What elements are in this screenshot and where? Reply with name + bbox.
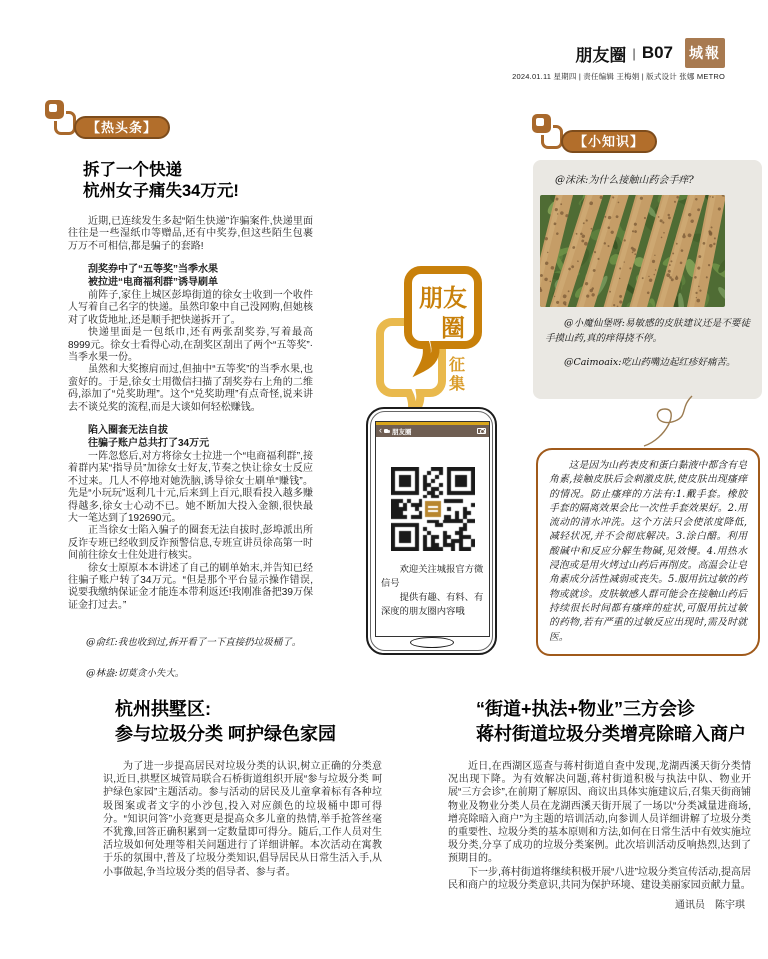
paragraph: 下一步,蒋村街道将继续积极开展“八进”垃圾分类宣传活动,提高居民和商户的垃圾分类意识,共同为保护环境、建设美丽家园贡献力量。 [448,866,751,891]
subhead-line: 往骗子账户总共打了34万元 [88,437,210,449]
title-separator: | [632,45,636,61]
masthead-row [512,38,725,68]
title-line-1: 杭州拱墅区: [115,699,211,719]
paragraph: 正当徐女士陷入骗子的圈套无法自拔时,彭埠派出所反诈专班已经收到反诈预警信息,专班宣讲员徐高第一时间前往徐女士住处进行核实。 [68,525,313,562]
paragraph: 近期,已连续发生多起“陌生快递”诈骗案件,快递里面往往是一些湿纸巾等赠品,还有中奖券,但这些陌生包裹万万不可相信,都是骗子的套路! [68,216,313,252]
article-body [448,760,751,892]
headline-line-1: 拆了一个快递 [83,161,182,179]
squiggle-decoration [628,394,703,450]
article-body [103,760,382,879]
subhead-line: 被拉进“电商福利群”诱导刷单 [88,276,218,288]
knowledge-comments [545,317,750,371]
paragraph: 虽然和大奖擦肩而过,但抽中“五等奖”的当季水果,也蛮好的。于是,徐女士用微信扫描了刮奖券右上角的二维码,添加了“兑奖助理”。这个“兑奖助理”有点奇怪,说来讲去不谈兑奖的流程,而是大谈如何轻松赚钱。 [68,364,313,413]
paragraph: 前阵子,家住上城区彭埠街道的徐女士收到一个收件人写着自己名字的快递。虽然印象中自己没网购,但她核对了收货地址,还是顺手把快递拆开了。 [68,290,313,326]
knowledge-badge: 【小知识】 [561,130,657,153]
reader-comments [86,636,313,681]
article-body [68,216,313,612]
yam-photo [540,195,725,307]
paragraph: 近日,在西湖区巡查与蒋村街道自查中发现,龙湖西溪天街分类情况出现下降。为有效解决问题,蒋村街道积极与执法中队、物业开展“三方会诊”,在前期了解原因、商议出具体实施建议后,召集天街商铺物业及物业分类人员在龙湖西溪天街开展了一场以“分类减量进商场,增亮除暗入商户”为主题的培训活动,向参训人员详细讲解了垃圾分类的重要性、垃圾分类的基本原则和方法,如何在日常生活中有效实施垃圾分类,分享了成功的垃圾分类案例。此次培训活动反响热烈,达到了预期目的。 [448,761,751,865]
bottom-right-article [448,697,751,911]
article-title [115,697,382,747]
brand-name: 城報 [689,47,721,62]
home-button [410,637,454,648]
page-number: B07 [641,43,673,62]
reader-comment: @俞红:我也收到过,拆开看了一下直接扔垃圾桶了。 [86,637,302,649]
logo-text-line1: 朋友 [419,285,467,312]
paragraph: 一阵忽悠后,对方将徐女士拉进一个“电商福利群”,接着群内某“指导员”加徐女士好友,节奏之快让徐女士反应不过来。几人不停地对她洗脑,诱导徐女士刷单“赚钱”。先是“小玩玩”返利几十元,后来到上百元,眼看投入越多赚得越多,徐女士心动不已。她不断加大投入金额,很快最大一笔达到了192690元。 [68,450,313,524]
subhead-line: 刮奖券中了“五等奖”当季水果 [88,264,218,276]
motif-inner-square [536,118,544,126]
knowledge-question: @沫沫:为什么接触山药会手痒? [555,175,694,186]
title-line-1: “街道+执法+物业”三方会诊 [476,699,696,719]
article-title [476,697,751,747]
knowledge-answer-box [536,448,760,656]
subhead-line: 陷入圈套无法自拔 [88,425,168,437]
dateline: 2024.01.11 星期四 | 责任编辑 王梅娟 | 版式设计 张娜 METRO [512,72,725,81]
squiggle-path [644,396,692,446]
friends-circle-logo [360,250,510,415]
phone-illustration [366,407,497,655]
hot-topic-badge: 【热头条】 [74,116,170,139]
qr-code [391,467,475,551]
corner-motif-icon [532,114,564,156]
bottom-left-article [103,697,382,879]
logo-text-line2: 圈 [441,315,465,342]
title-line-2: 蒋村街道垃圾分类增亮除暗入商户 [476,724,746,744]
phone-caption: 欢迎关注城报官方微信号 [381,564,484,588]
article-subhead-2 [68,425,313,450]
chat-bubbles-icon [384,429,390,433]
title-line-2: 参与垃圾分类 呵护绿色家园 [115,724,336,744]
reader-comment: @Caimoaix:吃山药嘴边起红疹好痛苦。 [564,357,736,368]
wechat-appbar [376,425,489,437]
brand-seal [685,38,725,68]
section-title: 朋友圈 [575,45,627,65]
paragraph: 为了进一步提高居民对垃圾分类的认识,树立正确的分类意识,近日,拱墅区城管局联合石桥街道组织开展“参与垃圾分类 呵护绿色家园”主题活动。参与活动的居民及儿童拿着标有各种垃圾图案或者文字的小沙包,投入对应颜色的垃圾桶中即可得分。“知识问答”小竞赛更是提高众多儿童的热情,举手抢答丝毫不犹豫,回答正确积累到一定数量即可得分。随后,工作人员对生活垃圾如何处理等相关问题进行了详细讲解。本次活动在寓教于乐的氛围中,普及了垃圾分类知识,倡导居民从日常生活入手,从小事做起,争当垃圾分类的倡导者、参与者。 [103,761,382,878]
logo-sub-char2: 集 [448,376,466,393]
article-subhead-1 [68,264,313,289]
reader-comment: @林盎:切莫贪小失大。 [86,668,185,680]
corner-motif-icon [45,100,77,142]
article-headline [83,160,313,202]
back-chevron-icon: ‹ [379,425,382,435]
logo-sub-char1: 征 [448,357,466,374]
paragraph: 徐女士原原本本讲述了自己的刷单始末,并告知已经往骗子账户转了34万元。“但是那个平台显示操作错误,说要我缴纳保证金才能连本带利返还!我刚准备把39万保证金打过去。” [68,562,313,611]
byline: 通讯员 陈宇琪 [675,900,745,912]
phone-caption: 提供有趣、有料、有深度的朋友圈内容哦 [381,592,484,616]
camera-icon [477,428,486,434]
reader-comment: @小魔仙堡呀:易敏感的皮肤建议还是不要徒手摸山药,真的痒得挠不停。 [545,318,750,344]
appbar-title: 朋友圈 [392,428,412,436]
main-article [68,160,313,698]
knowledge-answer: 这是因为山药表皮和蛋白黏液中都含有皂角素,接触皮肤后会刺激皮肤,使皮肤出现瘙痒的情况。防止瘙痒的方法有:1.戴手套。橡胶手套的隔离效果会比一次性手套效果好。2.用流动的清水冲洗。这个方法只会使浓度降低,减轻状况,并不会彻底解决。3.涂白醋。利用酸碱中和反应分解生物碱,见效慢。4.用热水浸泡或是用火烤过山药后再削皮。高温会让皂角素成分活性减弱或丧失。5.服用抗过敏的药物或就诊。皮肤敏感人群可能会在接触山药后持续很长时间都有瘙痒的症状,可服用抗过敏的药物,若有严重的过敏反应出现时,需及时就医。 [549,460,747,643]
masthead [512,38,725,82]
paragraph: 快递里面是一包纸巾,还有两张刮奖券,写着最高8999元。徐女士看得心动,在刮奖区刮出了两个“五等奖”·当季水果一份。 [68,327,314,364]
motif-inner-square [49,104,57,112]
headline-line-2: 杭州女子痛失34万元! [83,182,239,200]
knowledge-panel [533,160,762,399]
phone-screen [375,421,490,637]
